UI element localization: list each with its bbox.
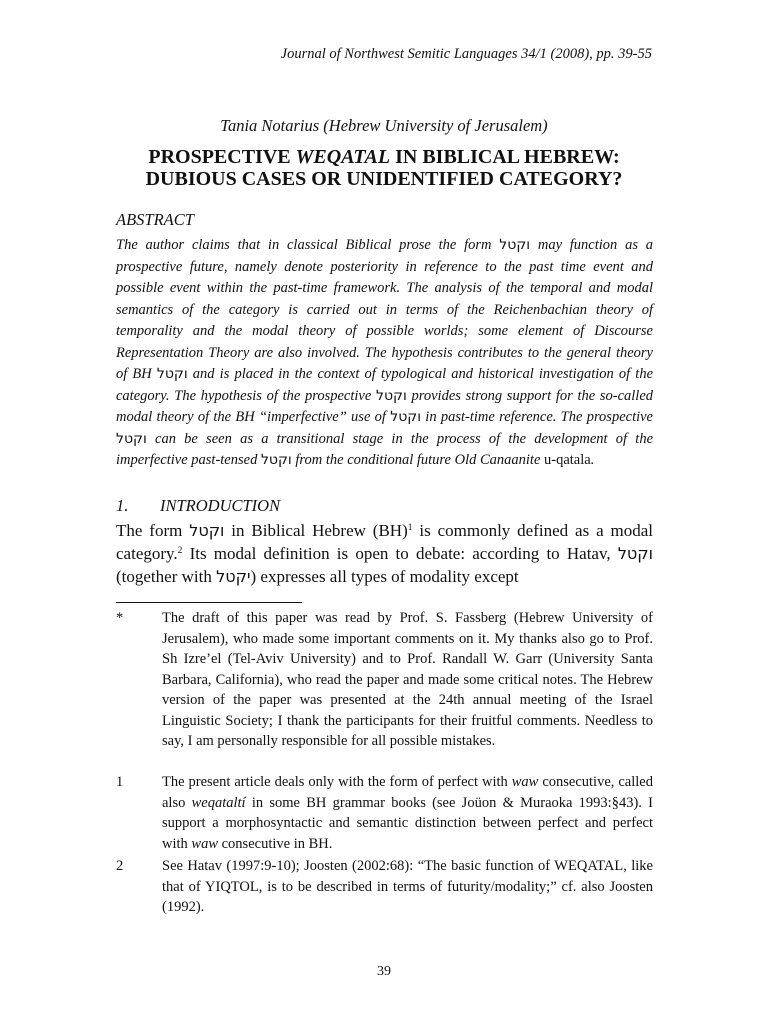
hebrew-term: וקטל [189, 521, 225, 540]
abstract-upright-term: u-qatala [544, 452, 591, 468]
abstract-text: The author claims that in classical Biblical prose the form [116, 237, 500, 253]
hebrew-term: וקטל [617, 544, 653, 563]
hebrew-term: וקטל [376, 387, 407, 404]
fn-text: The present article deals only with the form of perfect with [162, 774, 512, 790]
hebrew-term: וקטל [390, 409, 422, 425]
title-part-1: PROSPECTIVE [148, 146, 296, 168]
footnote-text: The draft of this paper was read by Prof. S. Fassberg (Hebrew University of Jerusalem), who made some important comments on it. My thanks also go to Prof. Sh Izre’el (Tel-Aviv University) and to Prof. Randall W. Garr (University Santa Barbara, California), who read the paper and made some critical notes. The Hebrew version of the paper was presented at the 24th annual meeting of the Israel Linguistic Society; I thank the participants for their fruitful comments. Needless to say, I am personally responsible for all possible mistakes. [162, 610, 653, 749]
article-title [100, 146, 668, 190]
abstract-text: from the conditional future Old Canaanite [291, 452, 545, 468]
footnote-divider [116, 602, 302, 603]
fn-italic: waw [191, 835, 218, 852]
body-paragraph [116, 519, 653, 588]
abstract-text: and is placed in the context of typological and historical investigation of the category. The hypothesis of the prospective [116, 366, 654, 404]
body-text: in Biblical Hebrew (BH) [224, 521, 408, 540]
section-heading [116, 496, 280, 516]
footnote-text: See Hatav (1997:9-10); Joosten (2002:68): “The basic function of WEQATAL, like that of YIQTOL, is to be described in terms of futurity/modality;” cf. also Joosten (1992). [162, 858, 653, 915]
body-text: The form [116, 521, 190, 540]
title-line-1 [100, 146, 668, 168]
abstract-body [116, 235, 653, 472]
section-number: 1. [116, 496, 129, 515]
footnote-text [162, 772, 653, 854]
footnote-ref-1[interactable]: 1 [407, 523, 413, 533]
title-part-2: IN BIBLICAL HEBREW: [390, 146, 620, 168]
fn-italic: weqataltí [191, 794, 246, 811]
fn-text: in some BH grammar books (see Joüon & Muraoka 1993:§43). I support a morphosyntactic and semantic distinction between perfect and perfect with [162, 794, 653, 852]
hebrew-term: וקטל [116, 430, 147, 447]
abstract-text: can be seen as a transitional stage in the process of the development of the imperfective past-tensed [116, 430, 653, 468]
footnote-mark: 1 [116, 774, 124, 790]
footnote-1 [116, 772, 653, 854]
body-text: Its modal definition is open to debate: according to Hatav, [182, 544, 618, 563]
abstract-text: provides strong support for the so-called modal theory of the BH “imperfective” use of [116, 387, 654, 425]
abstract-text: . [590, 452, 595, 468]
title-line-2: DUBIOUS CASES OR UNIDENTIFIED CATEGORY? [145, 168, 623, 190]
abstract-text: in past-time reference. The prospective [421, 409, 653, 425]
abstract-heading: ABSTRACT [116, 210, 194, 229]
title-italic-term: WEQATAL [295, 146, 391, 168]
body-text: ) expresses all types of modality except [250, 567, 519, 586]
footnote-mark: * [116, 610, 124, 626]
hebrew-term: וקטל [260, 452, 292, 468]
footnote-2 [116, 856, 653, 918]
hebrew-term: וקטל [499, 237, 531, 253]
fn-italic: waw [511, 774, 539, 790]
section-title: INTRODUCTION [160, 496, 281, 515]
body-text: is commonly defined as a modal category. [116, 521, 653, 563]
body-text: (together with [116, 567, 217, 586]
fn-text: consecutive, called also [162, 774, 653, 811]
author-line: Tania Notarius (Hebrew University of Jerusalem) [220, 116, 548, 135]
footnote-mark: 2 [116, 858, 124, 874]
footnote-ref-2[interactable]: 2 [177, 546, 183, 556]
running-header: Journal of Northwest Semitic Languages 34/1 (2008), pp. 39-55 [280, 46, 652, 62]
fn-text: consecutive in BH. [218, 835, 333, 852]
hebrew-term: יקטל [216, 567, 251, 586]
page-number: 39 [377, 964, 391, 979]
abstract-text: may function as a prospective future, namely denote posteriority in reference to the past time event and possible event within the past-time framework. The analysis of the temporal and modal semantics of the category is carried out in terms of the Reichenbachian theory of temporality and the modal theory of possible worlds; some element of Discourse Representation Theory are also involved. The hypothesis contributes to the general theory of BH [116, 237, 653, 382]
footnote-star [116, 608, 653, 752]
hebrew-term: וקטל [156, 366, 188, 382]
